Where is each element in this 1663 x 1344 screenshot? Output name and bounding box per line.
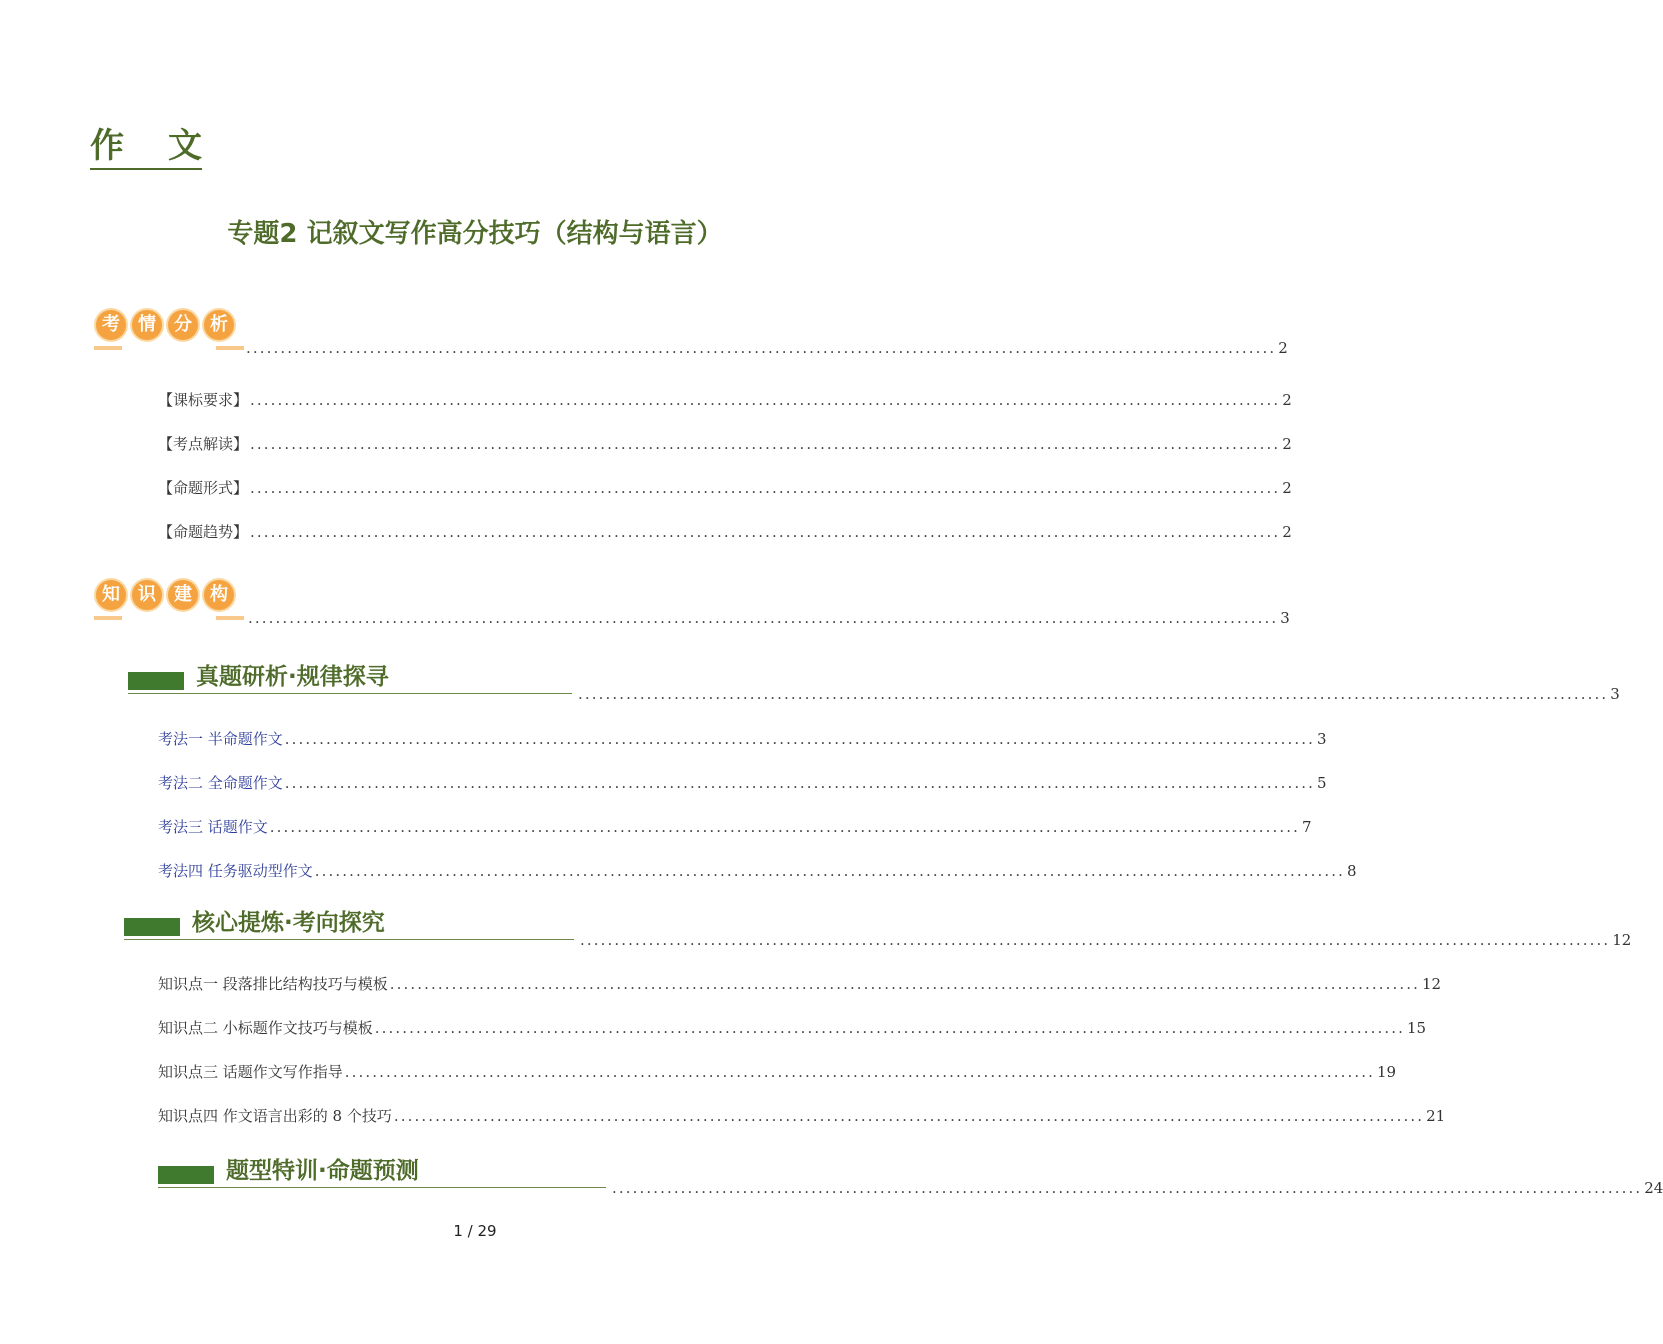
toc-row[interactable] [158, 1018, 1427, 1038]
badge-analysis[interactable] [94, 308, 244, 350]
subject-heading [90, 126, 202, 170]
badge-char: 情 [130, 308, 164, 342]
badge-char: 构 [202, 578, 236, 612]
page-number: 7 [1302, 818, 1312, 836]
page-number: 2 [1282, 479, 1292, 497]
page-number: 12 [1612, 931, 1632, 949]
section-header-tixing[interactable] [158, 1158, 606, 1188]
page-number: 12 [1422, 975, 1442, 993]
badge-knowledge[interactable] [94, 578, 244, 620]
page-number: 3 [1317, 730, 1327, 748]
page-number: 15 [1407, 1019, 1427, 1037]
toc-label: 【命题趋势】 [158, 523, 249, 541]
leader-dots: ...................................................................................................................................................... [250, 391, 1281, 409]
toc-row[interactable] [158, 861, 1357, 881]
section-bar-icon [124, 918, 180, 936]
toc-row[interactable] [158, 773, 1327, 793]
toc-row[interactable] [158, 390, 1292, 410]
page-number: 2 [1282, 391, 1292, 409]
toc-row[interactable] [578, 930, 1632, 950]
badge-char: 析 [202, 308, 236, 342]
leader-dots: ...................................................................................................................................................... [580, 931, 1611, 949]
leader-dots: ...................................................................................................................................................... [374, 1019, 1405, 1037]
toc-label: 【考点解读】 [158, 435, 249, 453]
toc-row[interactable] [158, 729, 1327, 749]
leader-dots: ...................................................................................................................................................... [393, 1107, 1425, 1125]
toc-label: 知识点二 小标题作文技巧与模板 [158, 1019, 373, 1037]
section-header-zhenti[interactable] [128, 664, 572, 694]
leader-dots: ...................................................................................................................................................... [269, 818, 1300, 836]
toc-row[interactable] [158, 1062, 1397, 1082]
toc-label: 知识点四 作文语言出彩的 8 个技巧 [158, 1107, 392, 1125]
leader-dots: ...................................................................................................................................................... [248, 609, 1279, 627]
page-number: 19 [1377, 1063, 1397, 1081]
section-bar-icon [158, 1166, 214, 1184]
badge-char: 建 [166, 578, 200, 612]
section-title: 题型特训·命题预测 [226, 1158, 419, 1184]
page-number: 5 [1317, 774, 1327, 792]
page-number: 8 [1347, 862, 1357, 880]
page-title: 专题2 记叙文写作高分技巧（结构与语言） [227, 219, 723, 249]
toc-row-knowledge[interactable] [246, 608, 1290, 628]
leader-dots: ...................................................................................................................................................... [250, 435, 1281, 453]
section-header-hexin[interactable] [124, 910, 574, 940]
toc-link[interactable]: 考法一 半命题作文 [158, 730, 283, 748]
leader-dots: ...................................................................................................................................................... [250, 479, 1281, 497]
toc-link[interactable]: 考法四 任务驱动型作文 [158, 862, 313, 880]
leader-dots: ...................................................................................................................................................... [344, 1063, 1375, 1081]
toc-link[interactable]: 考法二 全命题作文 [158, 774, 283, 792]
section-title: 真题研析·规律探寻 [196, 664, 389, 690]
page-number: 24 [1644, 1179, 1663, 1197]
toc-row[interactable] [576, 684, 1620, 704]
page-number: 3 [1610, 685, 1620, 703]
leader-dots: ...................................................................................................................................................... [250, 523, 1281, 541]
leader-dots: ...................................................................................................................................................... [578, 685, 1609, 703]
subject-char-2: 文 [168, 126, 202, 166]
section-bar-icon [128, 672, 184, 690]
toc-row[interactable] [158, 478, 1292, 498]
toc-row-analysis[interactable] [244, 338, 1288, 358]
leader-dots: ...................................................................................................................................................... [612, 1179, 1643, 1197]
badge-char: 知 [94, 578, 128, 612]
toc-row[interactable] [158, 434, 1292, 454]
page-number: 21 [1426, 1107, 1446, 1125]
toc-label: 知识点一 段落排比结构技巧与模板 [158, 975, 388, 993]
page-number: 2 [1278, 339, 1288, 357]
section-title: 核心提炼·考向探究 [192, 910, 385, 936]
leader-dots: ...................................................................................................................................................... [389, 975, 1420, 993]
page-number: 2 [1282, 523, 1292, 541]
leader-dots: ...................................................................................................................................................... [246, 339, 1277, 357]
toc-label: 【命题形式】 [158, 479, 249, 497]
page-number: 3 [1280, 609, 1290, 627]
leader-dots: ...................................................................................................................................................... [284, 774, 1315, 792]
subject-char-1: 作 [90, 126, 124, 166]
toc-row[interactable] [610, 1178, 1663, 1198]
badge-char: 考 [94, 308, 128, 342]
toc-row[interactable] [158, 817, 1312, 837]
leader-dots: ...................................................................................................................................................... [284, 730, 1315, 748]
leader-dots: ...................................................................................................................................................... [314, 862, 1345, 880]
toc-row[interactable] [158, 522, 1292, 542]
badge-char: 分 [166, 308, 200, 342]
page-indicator: 1 / 29 [453, 1222, 497, 1240]
toc-row[interactable] [158, 1106, 1446, 1126]
toc-row[interactable] [158, 974, 1442, 994]
toc-link[interactable]: 考法三 话题作文 [158, 818, 268, 836]
page-number: 2 [1282, 435, 1292, 453]
toc-label: 知识点三 话题作文写作指导 [158, 1063, 343, 1081]
toc-label: 【课标要求】 [158, 391, 249, 409]
badge-char: 识 [130, 578, 164, 612]
